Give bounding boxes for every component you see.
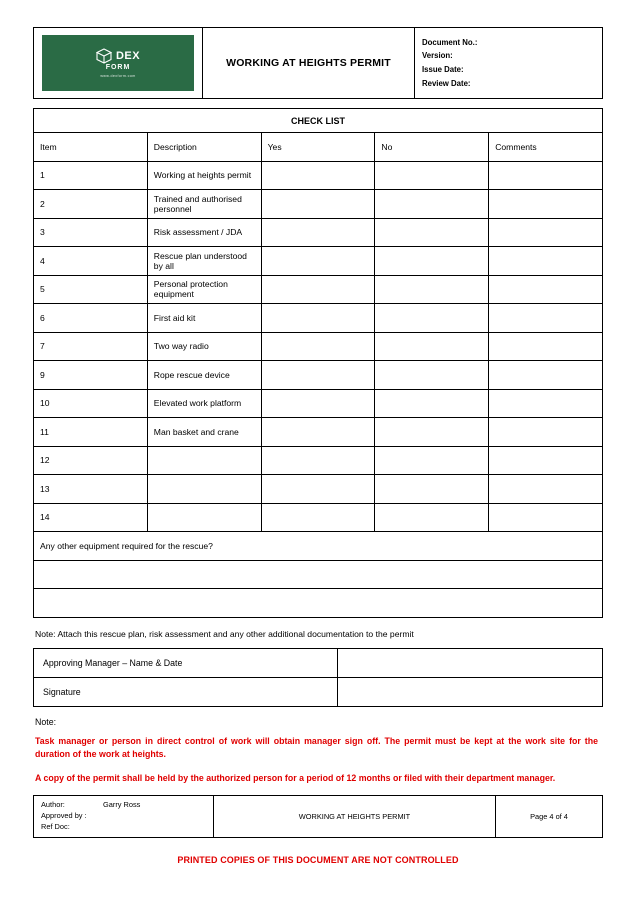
document-meta: [415, 28, 603, 99]
cell-no[interactable]: [375, 161, 489, 190]
blank-answer-row[interactable]: [34, 560, 603, 589]
logo-wordmark: DEX: [115, 49, 141, 62]
table-row: [34, 446, 603, 475]
cell-no[interactable]: [375, 418, 489, 447]
approval-label: Approving Manager – Name & Date: [34, 648, 338, 677]
cell-description: Personal protection equipment: [147, 275, 261, 304]
note-paragraph-2: A copy of the permit shall be held by the authorized person for a period of 12 months or filed with their department manager.: [35, 772, 556, 783]
note-paragraph-1: Task manager or person in direct control of work will obtain manager sign off. The permit must be kept at the work site for the duration of the work at heights.: [35, 735, 598, 760]
approval-table: [33, 648, 603, 707]
approval-value[interactable]: [338, 648, 603, 677]
document-page: [33, 27, 603, 865]
footer-title: WORKING AT HEIGHTS PERMIT: [214, 796, 496, 837]
any-other-equipment-row: [34, 532, 603, 561]
document-header: [33, 27, 603, 99]
cell-comments[interactable]: [489, 190, 603, 219]
cell-item: 5: [34, 275, 148, 304]
company-logo: [42, 35, 194, 91]
footer-author-block: [34, 796, 214, 837]
cell-comments[interactable]: [489, 446, 603, 475]
meta-version: Version:: [422, 51, 453, 61]
cell-comments[interactable]: [489, 161, 603, 190]
approval-row: [34, 677, 603, 706]
cell-description: First aid kit: [147, 304, 261, 333]
cell-item: 9: [34, 361, 148, 390]
checklist-header-row: [34, 133, 603, 162]
notes-heading: Note:: [35, 716, 57, 727]
cell-yes[interactable]: [261, 247, 375, 276]
cell-no[interactable]: [375, 190, 489, 219]
approval-row: [34, 648, 603, 677]
logo-subword: FORM: [105, 64, 131, 71]
cell-item: 12: [34, 446, 148, 475]
cell-item: 3: [34, 218, 148, 247]
cell-item: 13: [34, 475, 148, 504]
cell-yes[interactable]: [261, 503, 375, 532]
col-no: No: [375, 133, 489, 162]
cell-yes[interactable]: [261, 304, 375, 333]
any-other-equipment-label: Any other equipment required for the rescue?: [34, 532, 603, 561]
box-logo-icon: [96, 48, 112, 64]
col-yes: Yes: [261, 133, 375, 162]
table-row: [34, 247, 603, 276]
cell-comments[interactable]: [489, 418, 603, 447]
cell-yes[interactable]: [261, 446, 375, 475]
cell-description: Man basket and crane: [147, 418, 261, 447]
cell-item: 1: [34, 161, 148, 190]
cell-description: [147, 503, 261, 532]
blank-answer-cell[interactable]: [34, 589, 603, 618]
cell-item: 4: [34, 247, 148, 276]
cell-comments[interactable]: [489, 218, 603, 247]
col-item: Item: [34, 133, 148, 162]
table-row: [34, 475, 603, 504]
cell-description: Rescue plan understood by all: [147, 247, 261, 276]
cell-yes[interactable]: [261, 161, 375, 190]
cell-item: 10: [34, 389, 148, 418]
cell-comments[interactable]: [489, 247, 603, 276]
cell-no[interactable]: [375, 304, 489, 333]
cell-description: Two way radio: [147, 332, 261, 361]
meta-issue-date: Issue Date:: [422, 65, 464, 74]
cell-no[interactable]: [375, 275, 489, 304]
table-row: [34, 161, 603, 190]
cell-item: 11: [34, 418, 148, 447]
cell-comments[interactable]: [489, 475, 603, 504]
cell-item: 6: [34, 304, 148, 333]
footer-ref-label: Ref Doc:: [41, 821, 70, 831]
cell-no[interactable]: [375, 361, 489, 390]
cell-no[interactable]: [375, 332, 489, 361]
cell-item: 14: [34, 503, 148, 532]
table-row: [34, 275, 603, 304]
table-row: [34, 361, 603, 390]
cell-item: 2: [34, 190, 148, 219]
cell-no[interactable]: [375, 218, 489, 247]
cell-description: Working at heights permit: [147, 161, 261, 190]
document-footer: [33, 795, 603, 837]
cell-item: 7: [34, 332, 148, 361]
cell-yes[interactable]: [261, 275, 375, 304]
cell-comments[interactable]: [489, 304, 603, 333]
cell-description: [147, 475, 261, 504]
printed-copies-notice: PRINTED COPIES OF THIS DOCUMENT ARE NOT CONTROLLED: [177, 854, 459, 865]
footer-author-label: Author:: [41, 800, 65, 810]
cell-comments[interactable]: [489, 389, 603, 418]
checklist-table: [33, 108, 603, 618]
table-row: [34, 418, 603, 447]
cell-yes[interactable]: [261, 218, 375, 247]
table-row: [34, 218, 603, 247]
cell-yes[interactable]: [261, 418, 375, 447]
table-row: [34, 304, 603, 333]
cell-no[interactable]: [375, 503, 489, 532]
logo-url: www.dexform.com: [100, 74, 136, 78]
blank-answer-cell[interactable]: [34, 560, 603, 589]
approval-value[interactable]: [338, 677, 603, 706]
cell-no[interactable]: [375, 475, 489, 504]
cell-no[interactable]: [375, 247, 489, 276]
cell-yes[interactable]: [261, 332, 375, 361]
cell-yes[interactable]: [261, 190, 375, 219]
logo-cell: [34, 28, 203, 99]
cell-no[interactable]: [375, 446, 489, 475]
checklist-title: CHECK LIST: [34, 109, 603, 133]
table-row: [34, 503, 603, 532]
footer-author-value: Garry Ross: [103, 800, 141, 810]
note-attach: Note: Attach this rescue plan, risk assessment and any other additional documentation to the permit: [35, 628, 414, 639]
meta-review-date: Review Date:: [422, 78, 471, 88]
page-title: WORKING AT HEIGHTS PERMIT: [203, 28, 415, 99]
cell-description: Elevated work platform: [147, 389, 261, 418]
cell-description: Rope rescue device: [147, 361, 261, 390]
cell-yes[interactable]: [261, 475, 375, 504]
cell-no[interactable]: [375, 389, 489, 418]
cell-comments[interactable]: [489, 503, 603, 532]
cell-comments[interactable]: [489, 361, 603, 390]
cell-comments[interactable]: [489, 275, 603, 304]
approval-label: Signature: [34, 677, 338, 706]
table-row: [34, 190, 603, 219]
table-row: [34, 389, 603, 418]
cell-yes[interactable]: [261, 361, 375, 390]
table-row: [34, 332, 603, 361]
col-comments: Comments: [489, 133, 603, 162]
footer-page-number: Page 4 of 4: [496, 796, 603, 837]
cell-description: Risk assessment / JDA: [147, 218, 261, 247]
blank-answer-row[interactable]: [34, 589, 603, 618]
cell-description: Trained and authorised personnel: [147, 190, 261, 219]
cell-description: [147, 446, 261, 475]
cell-yes[interactable]: [261, 389, 375, 418]
col-description: Description: [147, 133, 261, 162]
cell-comments[interactable]: [489, 332, 603, 361]
footer-approved-label: Approved by :: [41, 811, 87, 821]
meta-document-no: Document No.:: [422, 37, 478, 47]
